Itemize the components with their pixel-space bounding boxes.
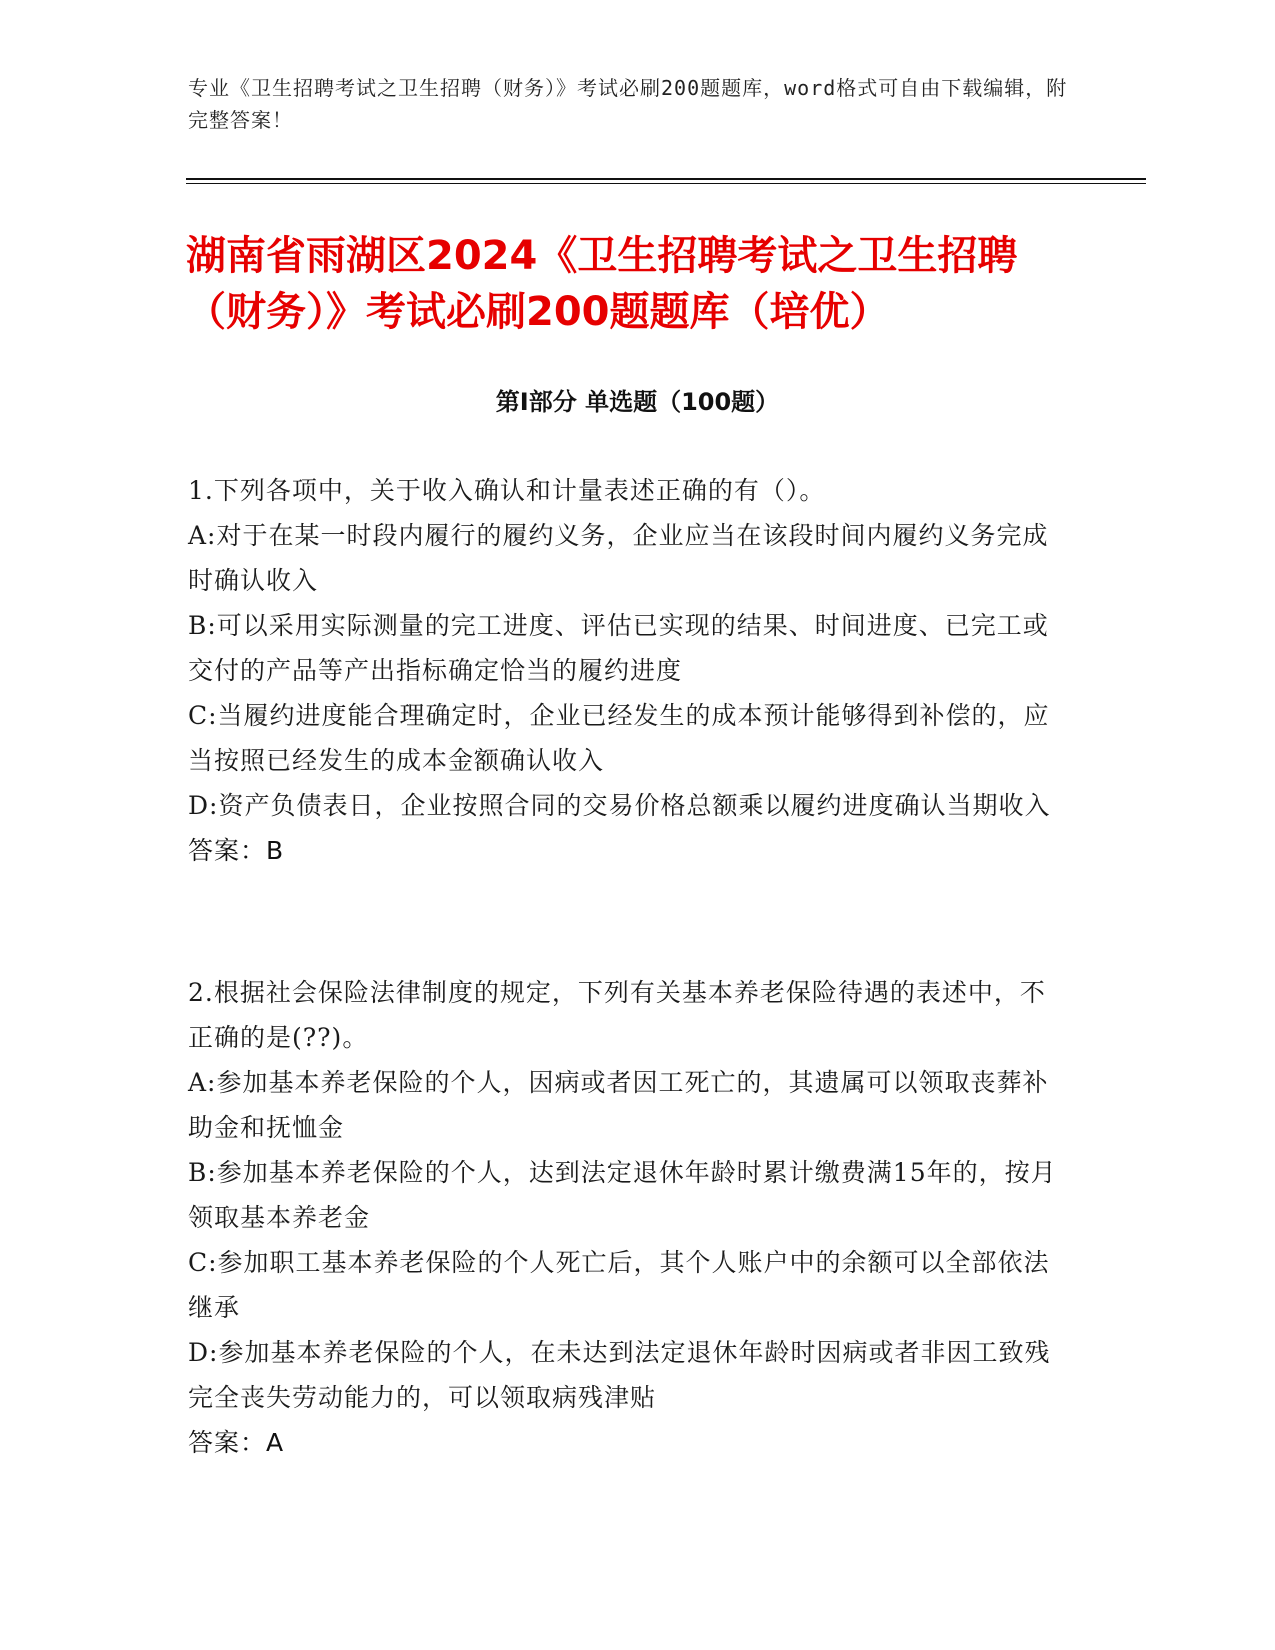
answer-text: 答案：B <box>188 836 285 865</box>
header-divider-thick <box>186 178 1146 180</box>
option-a: A:对于在某一时段内履行的履约义务，企业应当在该段时间内履约义务完成时确认收入 <box>188 521 1049 595</box>
question-item <box>188 468 1068 873</box>
option-d: D:资产负债表日，企业按照合同的交易价格总额乘以履约进度确认当期收入 <box>188 791 1051 820</box>
option-d: D:参加基本养老保险的个人，在未达到法定退休年龄时因病或者非因工致残完全丧失劳动能力的，可以领取病残津贴 <box>188 1338 1051 1412</box>
option-a: A:参加基本养老保险的个人，因病或者因工死亡的，其遗属可以领取丧葬补助金和抚恤金 <box>188 1068 1049 1142</box>
section-heading: 第I部分 单选题（100题） <box>495 388 780 416</box>
question-stem: 1.下列各项中，关于收入确认和计量表述正确的有（）。 <box>188 476 826 505</box>
option-b: B:可以采用实际测量的完工进度、评估已实现的结果、时间进度、已完工或交付的产品等产出指标确定恰当的履约进度 <box>188 611 1049 685</box>
option-c: C:当履约进度能合理确定时，企业已经发生的成本预计能够得到补偿的，应当按照已经发生的成本金额确认收入 <box>188 701 1050 775</box>
question-stem: 2.根据社会保险法律制度的规定，下列有关基本养老保险待遇的表述中，不正确的是(??)。 <box>188 978 1046 1052</box>
answer-text: 答案：A <box>188 1428 285 1457</box>
option-b: B:参加基本养老保险的个人，达到法定退休年龄时累计缴费满15年的，按月领取基本养老金 <box>188 1158 1057 1232</box>
question-item <box>188 970 1068 1465</box>
document-header-note: 专业《卫生招聘考试之卫生招聘（财务）》考试必刷200题题库，word格式可自由下载编辑，附完整答案！ <box>188 76 1068 132</box>
option-c: C:参加职工基本养老保险的个人死亡后，其个人账户中的余额可以全部依法继承 <box>188 1248 1050 1322</box>
header-divider-thin <box>186 183 1146 184</box>
document-title: 湖南省雨湖区2024《卫生招聘考试之卫生招聘（财务）》考试必刷200题题库（培优） <box>186 233 1018 335</box>
